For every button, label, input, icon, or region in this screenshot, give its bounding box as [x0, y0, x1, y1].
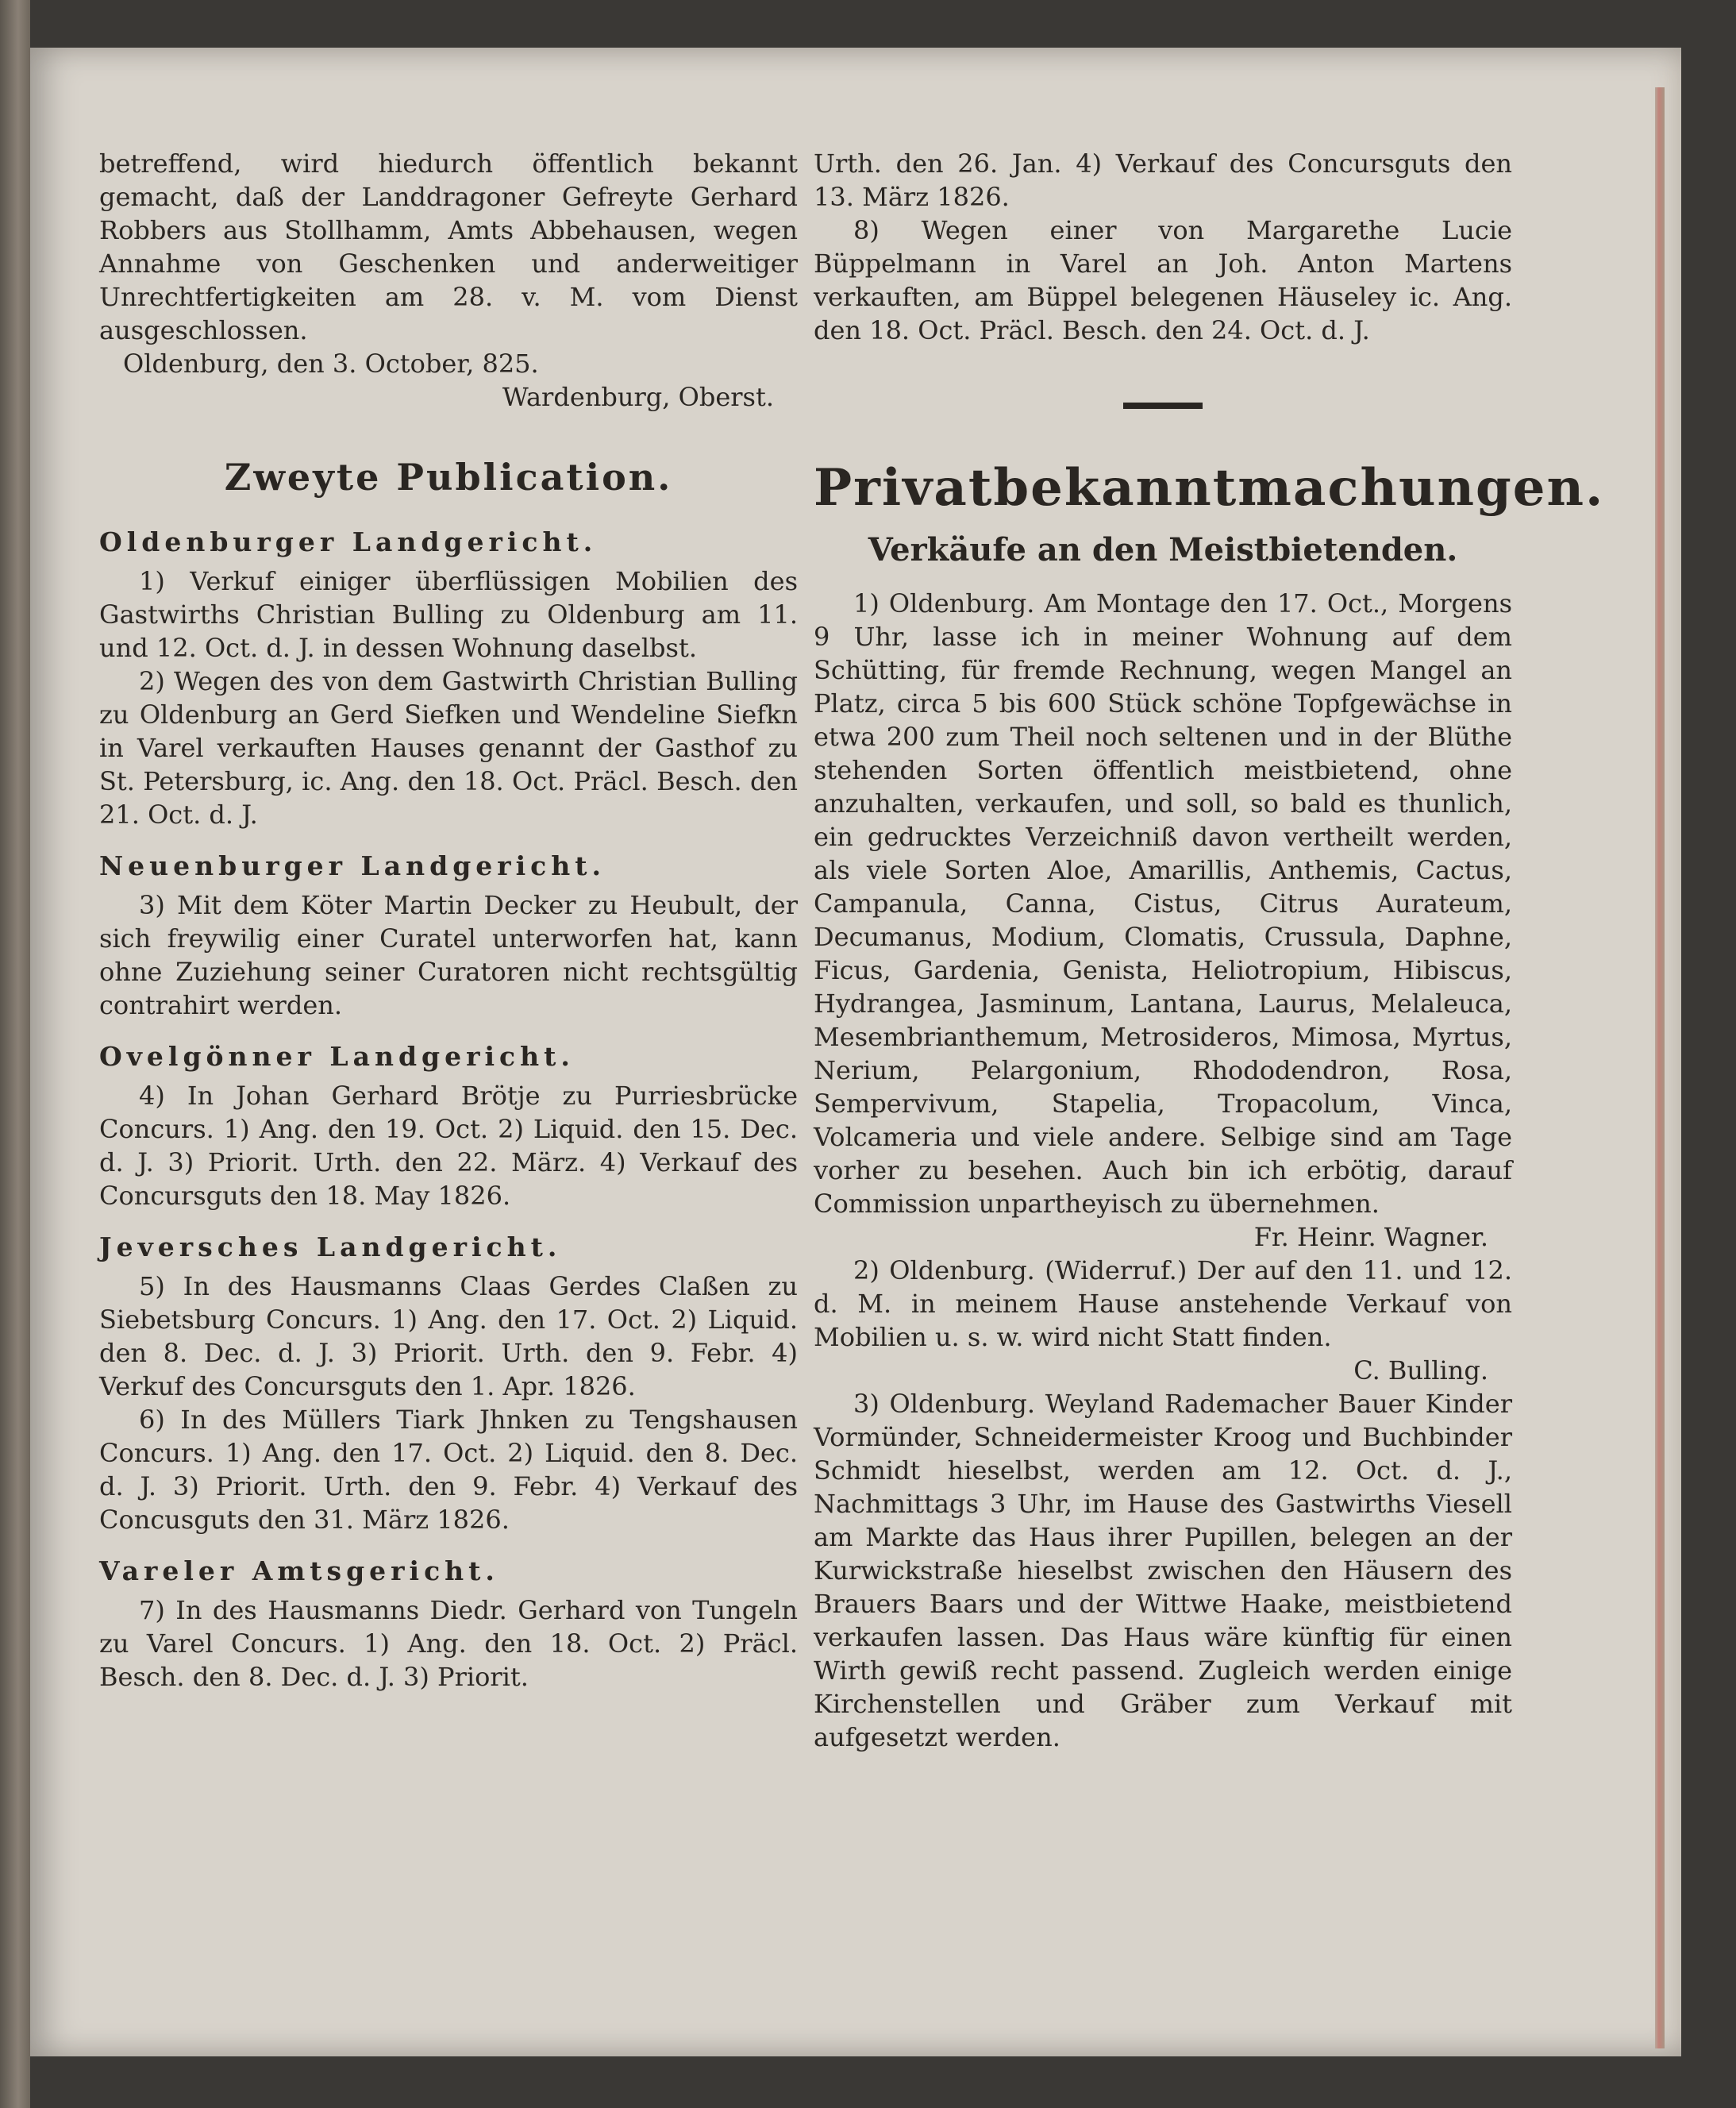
notice-item: 1) Verkuf einiger überflüssigen Mobilien des Gastwirths Christian Bulling zu Oldenburg am 11. und 12. Oct. d. J. in dessen Wohnung daselbst. — [99, 566, 798, 663]
continuation-paragraph: Urth. den 26. Jan. 4) Verkauf des Concursguts den 13. März 1826. — [814, 148, 1512, 212]
court-heading: Neuenburger Landgericht. — [99, 850, 606, 881]
court-heading: Vareler Amtsgericht. — [99, 1555, 499, 1586]
auction-subtitle: Verkäufe an den Meistbietenden. — [868, 531, 1458, 568]
section-divider — [1123, 403, 1203, 409]
ad-signature: Fr. Heinr. Wagner. — [1253, 1222, 1488, 1252]
notice-item: 3) Mit dem Köter Martin Decker zu Heubult, der sich freywilig einer Curatel unterworfen hat, kann ohne Zuziehung seiner Curatoren nicht rechtsgültig contrahirt werden. — [99, 890, 798, 1020]
intro-signature: Wardenburg, Oberst. — [502, 382, 774, 412]
court-heading: Oldenburger Landgericht. — [99, 526, 598, 557]
intro-date: Oldenburg, den 3. October, 825. — [123, 349, 539, 379]
section-title: Zweyte Publication. — [224, 456, 673, 499]
ad-signature: C. Bulling. — [1353, 1355, 1488, 1385]
court-heading: Ovelgönner Landgericht. — [99, 1041, 575, 1072]
book-binding-edge — [0, 0, 30, 2108]
notice-item: 2) Wegen des von dem Gastwirth Christian Bulling zu Oldenburg an Gerd Siefken und Wendeline Siefkn in Varel verkauften Hauses genannt der Gasthof zu St. Petersburg, ic. Ang. den 18. Oct. Präcl. Besch. den 21. Oct. d. J. — [99, 666, 798, 830]
intro-paragraph: betreffend, wird hiedurch öffentlich bekannt gemacht, daß der Landdragoner Gefreyte Gerhard Robbers aus Stollhamm, Amts Abbehausen, wegen Annahme von Geschenken und anderweitiger Unrechtfertigkeiten am 28. v. M. vom Dienst ausgeschlossen. — [99, 148, 798, 345]
ad-item: 3) Oldenburg. Weyland Rademacher Bauer Kinder Vormünder, Schneidermeister Kroog und Buchbinder Schmidt hieselbst, werden am 12. Oct. d. J., Nachmittags 3 Uhr, im Hause des Gastwirths Viesell am Markte das Haus ihrer Pupillen, belegen an der Kurwickstraße hieselbst zwischen den Häusern des Brauers Baars und der Wittwe Haake, meistbietend verkaufen lassen. Das Haus wäre künftig für einen Wirth gewiß recht passend. Zugleich werden einige Kirchenstellen und Gräber zum Verkauf mit aufgesetzt werden. — [814, 1389, 1512, 1752]
private-announcements-title: Privatbekanntmachungen. — [814, 458, 1605, 518]
page-edge — [1655, 87, 1665, 2048]
right-column — [814, 147, 1605, 1754]
court-heading: Jeversches Landgericht. — [99, 1231, 562, 1262]
notice-item: 4) In Johan Gerhard Brötje zu Purriesbrücke Concurs. 1) Ang. den 19. Oct. 2) Liquid. den 15. Dec. d. J. 3) Priorit. Urth. den 22. März. 4) Verkauf des Concursguts den 18. May 1826. — [99, 1081, 798, 1211]
ad-item: 2) Oldenburg. (Widerruf.) Der auf den 11. und 12. d. M. in meinem Hause anstehende Verkauf von Mobilien u. s. w. wird nicht Statt finden. — [814, 1255, 1512, 1352]
notice-item: 6) In des Müllers Tiark Jhnken zu Tengshausen Concurs. 1) Ang. den 17. Oct. 2) Liquid. den 8. Dec. d. J. 3) Priorit. Urth. den 9. Febr. 4) Verkauf des Concusguts den 31. März 1826. — [99, 1405, 798, 1535]
left-column — [99, 147, 798, 1694]
ad-item: 1) Oldenburg. Am Montage den 17. Oct., Morgens 9 Uhr, lasse ich in meiner Wohnung auf dem Schütting, für fremde Rechnung, wegen Mangel an Platz, circa 5 bis 600 Stück schöne Topfgewächse in etwa 200 zum Theil noch seltenen und in der Blüthe stehenden Sorten öffentlich meistbietend, ohne anzuhalten, verkaufen, und soll, so bald es thunlich, ein gedrucktes Verzeichniß davon vertheilt werden, als viele Sorten Aloe, Amarillis, Anthemis, Cactus, Campanula, Canna, Cistus, Citrus Aurateum, Decumanus, Modium, Clomatis, Crussula, Daphne, Ficus, Gardenia, Genista, Heliotropium, Hibiscus, Hydrangea, Jasminum, Lantana, Laurus, Melaleuca, Mesembrianthemum, Metrosideros, Mimosa, Myrtus, Nerium, Pelargonium, Rhododendron, Rosa, Sempervivum, Stapelia, Tropacolum, Vinca, Volcameria und viele andere. Selbige sind am Tage vorher zu besehen. Auch bin ich erbötig, darauf Commission unpartheyisch zu übernehmen. — [814, 588, 1512, 1219]
notice-item: 5) In des Hausmanns Claas Gerdes Claßen zu Siebetsburg Concurs. 1) Ang. den 17. Oct. 2) Liquid. den 8. Dec. d. J. 3) Priorit. Urth. den 9. Febr. 4) Verkuf des Concursguts den 1. Apr. 1826. — [99, 1271, 798, 1401]
notice-item: 8) Wegen einer von Margarethe Lucie Büppelmann in Varel an Joh. Anton Martens verkauften, am Büppel belegenen Häuseley ic. Ang. den 18. Oct. Präcl. Besch. den 24. Oct. d. J. — [814, 215, 1512, 345]
notice-item: 7) In des Hausmanns Diedr. Gerhard von Tungeln zu Varel Concurs. 1) Ang. den 18. Oct. 2) Präcl. Besch. den 8. Dec. d. J. 3) Priorit. — [99, 1595, 798, 1692]
